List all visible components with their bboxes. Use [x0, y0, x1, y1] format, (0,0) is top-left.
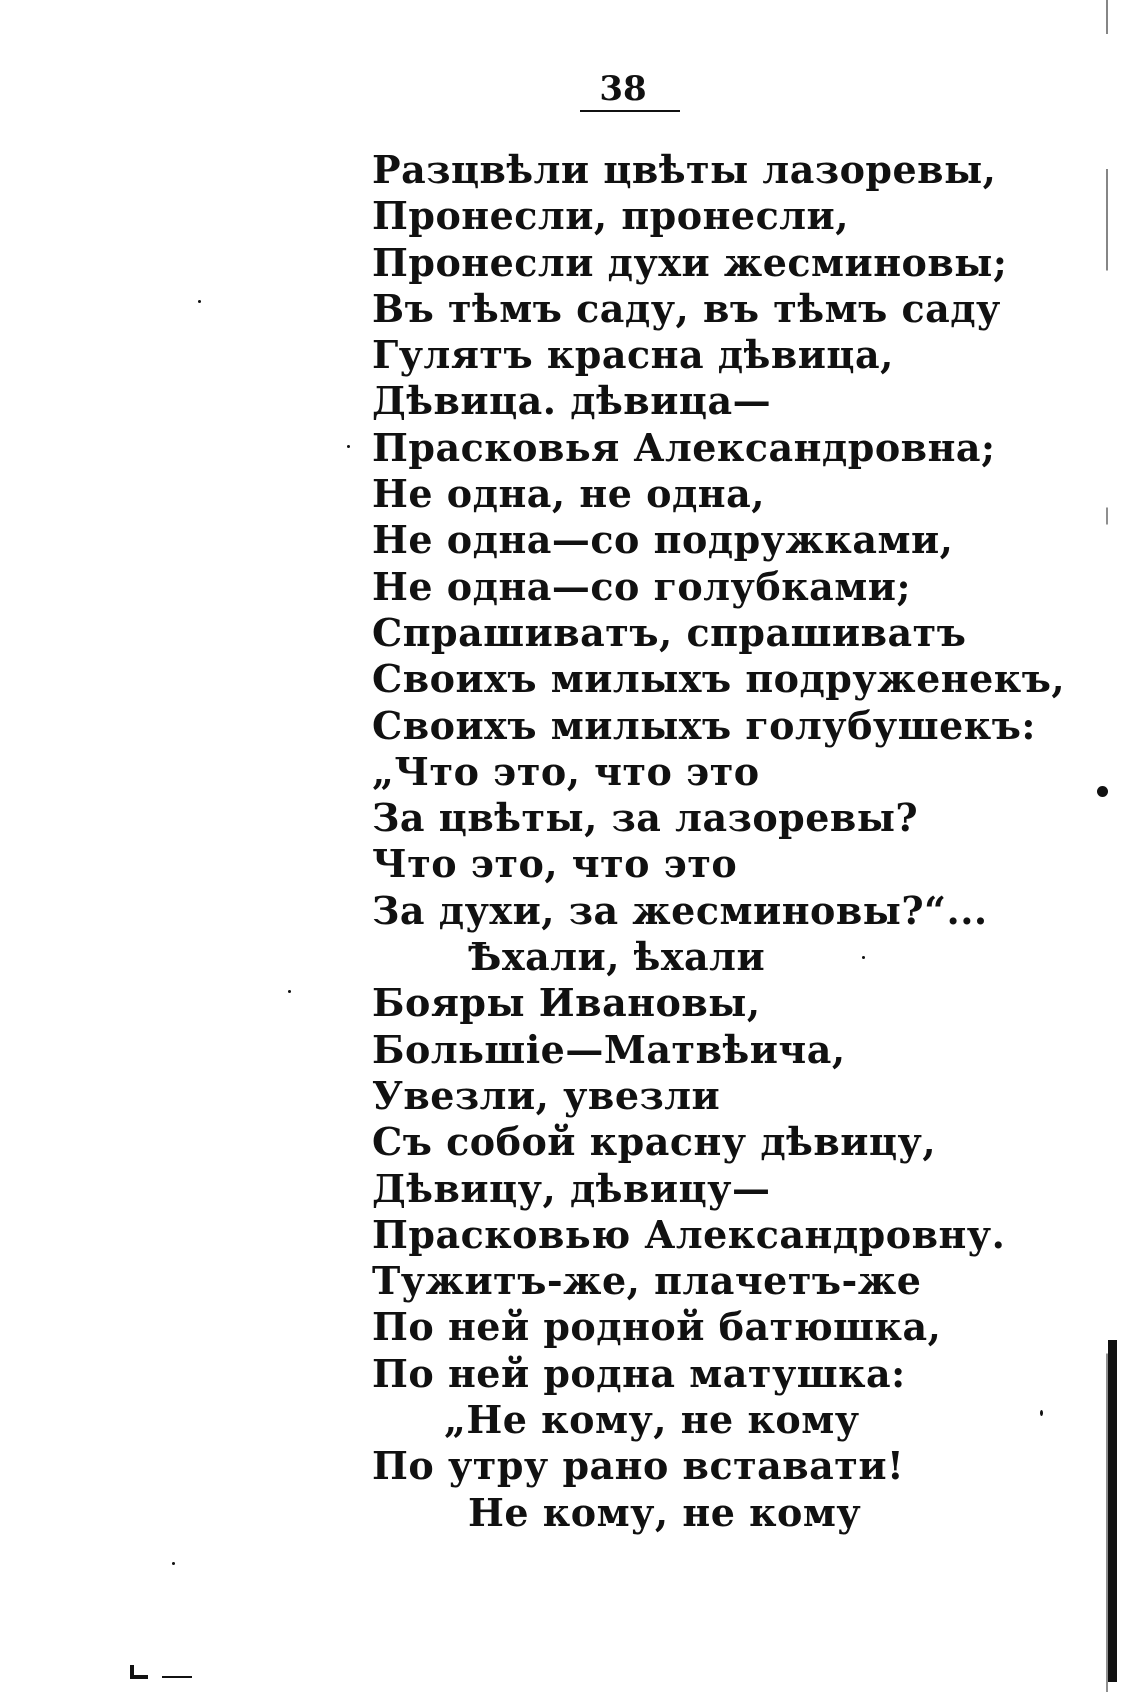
verse-line: За цвѣты, за лазоревы? [372, 795, 919, 841]
scan-speck [347, 445, 350, 448]
verse-line: Своихъ милыхъ голубушекъ: [372, 702, 1036, 748]
verse-line: Пронесли, пронесли, [372, 193, 849, 239]
verse-line: Пронесли духи жесминовы; [372, 239, 1008, 285]
scan-speck [198, 300, 201, 303]
scan-speck [1040, 1410, 1043, 1416]
verse-line: Ѣхали, ѣхали [468, 934, 766, 980]
verse-line: Тужитъ-же, плачетъ-же [372, 1258, 922, 1304]
verse-line: Прасковью Александровну. [372, 1211, 1006, 1257]
verse-line: Прасковья Александровна; [372, 424, 996, 470]
verse-line: За духи, за жесминовы?“... [372, 887, 988, 933]
verse-line: Не одна—со подружками, [372, 517, 954, 563]
verse-line: Дѣвицу, дѣвицу— [372, 1165, 771, 1211]
verse-line: Въ тѣмъ саду, въ тѣмъ саду [372, 285, 1001, 331]
scan-speck [862, 956, 865, 959]
page-number: 38 [599, 69, 647, 109]
verse-line: Что это, что это [372, 841, 738, 887]
scan-corner-mark [130, 1665, 200, 1679]
verse-line: Бояры Ивановы, [372, 980, 761, 1026]
scan-speck [288, 990, 291, 993]
poem-verse [372, 147, 1066, 1536]
verse-line: По ней родна матушка: [372, 1350, 906, 1396]
verse-line: Своихъ милыхъ подруженекъ, [372, 656, 1066, 702]
verse-line: Не одна—со голубками; [372, 563, 912, 609]
verse-line: Разцвѣли цвѣты лазоревы, [372, 147, 997, 192]
verse-line: „Не кому, не кому [444, 1397, 860, 1443]
verse-line: Спрашиватъ, спрашиватъ [372, 609, 967, 655]
scan-speck [172, 1562, 175, 1565]
scan-edge-bar [1108, 1340, 1117, 1682]
verse-line: Гулятъ красна дѣвица, [372, 332, 894, 378]
verse-line: Не кому, не кому [468, 1489, 862, 1535]
verse-line: Не одна, не одна, [372, 471, 765, 517]
verse-line: По утру рано вставати! [372, 1443, 905, 1489]
verse-line: „Что это, что это [372, 748, 760, 794]
verse-line: Съ собой красну дѣвицу, [372, 1119, 937, 1165]
scan-speck [1097, 786, 1108, 797]
verse-line: Дѣвица. дѣвица— [372, 378, 772, 424]
verse-line: Большіе—Матвѣича, [372, 1026, 846, 1072]
page-number-underline [580, 110, 680, 112]
verse-line: Увезли, увезли [372, 1072, 721, 1118]
verse-line: По ней родной батюшка, [372, 1304, 942, 1350]
